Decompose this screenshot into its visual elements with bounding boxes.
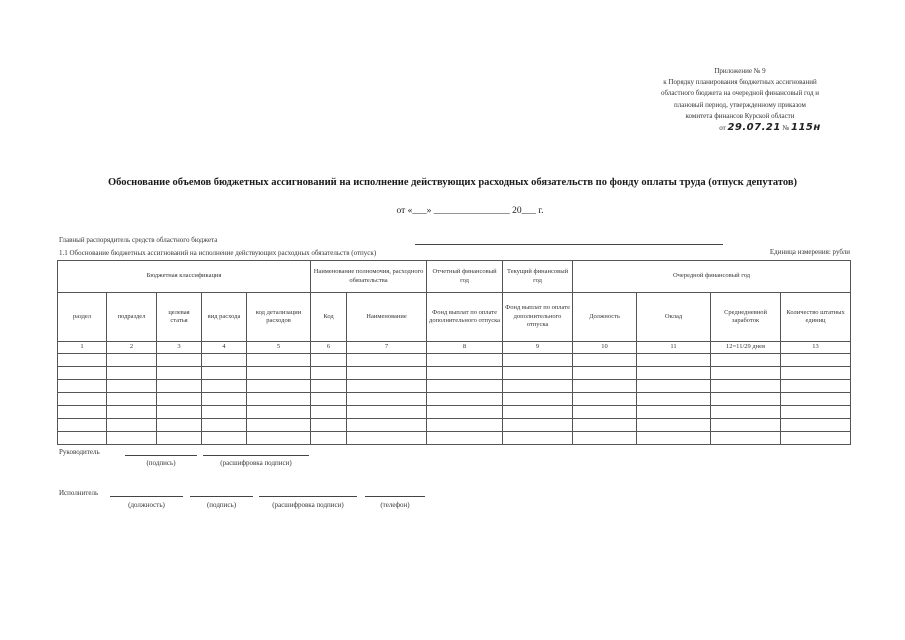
subheader-cell: подраздел	[107, 293, 157, 342]
column-number: 8	[427, 342, 503, 354]
executor-phone-caption: (телефон)	[380, 501, 410, 509]
header-reporting-year: Отчетный финансовый год	[427, 261, 503, 293]
column-number: 9	[503, 342, 573, 354]
table-row[interactable]	[58, 419, 851, 432]
head-name-caption: (расшифровка подписи)	[220, 459, 292, 467]
subheader-cell: Код	[311, 293, 347, 342]
header-budget-classification: Бюджетная классификация	[58, 261, 311, 293]
from-label: от	[719, 124, 726, 133]
executor-signature-line	[190, 496, 253, 497]
table-row[interactable]	[58, 380, 851, 393]
table-row[interactable]	[58, 354, 851, 367]
subheader-cell: целевая статья	[157, 293, 202, 342]
subheader-cell: Оклад	[637, 293, 711, 342]
head-signature-line	[125, 455, 197, 456]
subheader-cell: вид расхода	[202, 293, 247, 342]
date-line: от «___» ________________ 20___ г.	[396, 206, 544, 216]
executor-phone-line	[365, 496, 425, 497]
subheader-cell: Фонд выплат по оплате дополнительного отпуска	[503, 293, 573, 342]
subheader-cell: Наименование	[347, 293, 427, 342]
appendix-line: областного бюджета на очередной финансовый год и	[660, 89, 820, 98]
executor-name-caption: (расшифровка подписи)	[272, 501, 344, 509]
header-obligation: Наименование полномочия, расходного обязательства	[311, 261, 427, 293]
subheader-cell: Фонд выплат по оплате дополнительного отпуска	[427, 293, 503, 342]
handwritten-date: 29.07.21	[727, 122, 781, 134]
appendix-order-line	[590, 122, 890, 134]
head-label: Руководитель	[59, 448, 100, 456]
column-number: 2	[107, 342, 157, 354]
table-row[interactable]	[58, 393, 851, 406]
appendix-line: к Порядку планирования бюджетных ассигнований	[663, 78, 817, 87]
column-number: 3	[157, 342, 202, 354]
unit-label: Единица измерения: рубли	[769, 248, 850, 256]
executor-label: Исполнитель	[59, 489, 99, 497]
head-name-line	[203, 455, 309, 456]
executor-signature-caption: (подпись)	[206, 501, 237, 509]
column-number: 6	[311, 342, 347, 354]
document-title: Обоснование объемов бюджетных ассигнований на исполнение действующих расходных обязательств по фонду оплаты труда (отпуск депутатов)	[107, 177, 798, 188]
main-distributor-line	[415, 244, 723, 245]
main-distributor-label: Главный распорядитель средств областного бюджета	[59, 236, 218, 244]
handwritten-number: 115н	[790, 122, 821, 134]
appendix-line: плановый период, утвержденному приказом	[674, 100, 806, 109]
subheader-cell: Должность	[573, 293, 637, 342]
executor-name-line	[259, 496, 357, 497]
column-number: 7	[347, 342, 427, 354]
table-row[interactable]	[58, 367, 851, 380]
column-number: 11	[637, 342, 711, 354]
number-label: №	[782, 124, 790, 133]
column-number: 1	[58, 342, 107, 354]
header-next-year: Очередной финансовый год	[573, 261, 851, 293]
header-current-year: Текущий финансовый год	[503, 261, 573, 293]
appendix-line: комитета финансов Курской области	[685, 111, 795, 120]
appendix-line: Приложение № 9	[714, 67, 766, 75]
subheader-cell: Среднедневной заработок	[711, 293, 781, 342]
budget-table	[57, 260, 851, 445]
column-number: 4	[202, 342, 247, 354]
table-row[interactable]	[58, 432, 851, 445]
subheader-cell: Количество штатных единиц	[781, 293, 851, 342]
executor-position-line	[110, 496, 183, 497]
column-number: 10	[573, 342, 637, 354]
subheader-cell: раздел	[58, 293, 107, 342]
table-row[interactable]	[58, 406, 851, 419]
column-number: 5	[247, 342, 311, 354]
column-number: 12=11/29 днея	[711, 342, 781, 354]
column-number: 13	[781, 342, 851, 354]
head-signature-caption: (подпись)	[146, 459, 176, 467]
section-label: 1.1 Обоснование бюджетных ассигнований на исполнение действующих расходных обязательств (отпуск)	[59, 249, 377, 257]
appendix-block	[590, 66, 890, 134]
subheader-cell: код детализации расходов	[247, 293, 311, 342]
executor-position-caption: (должность)	[128, 501, 165, 509]
